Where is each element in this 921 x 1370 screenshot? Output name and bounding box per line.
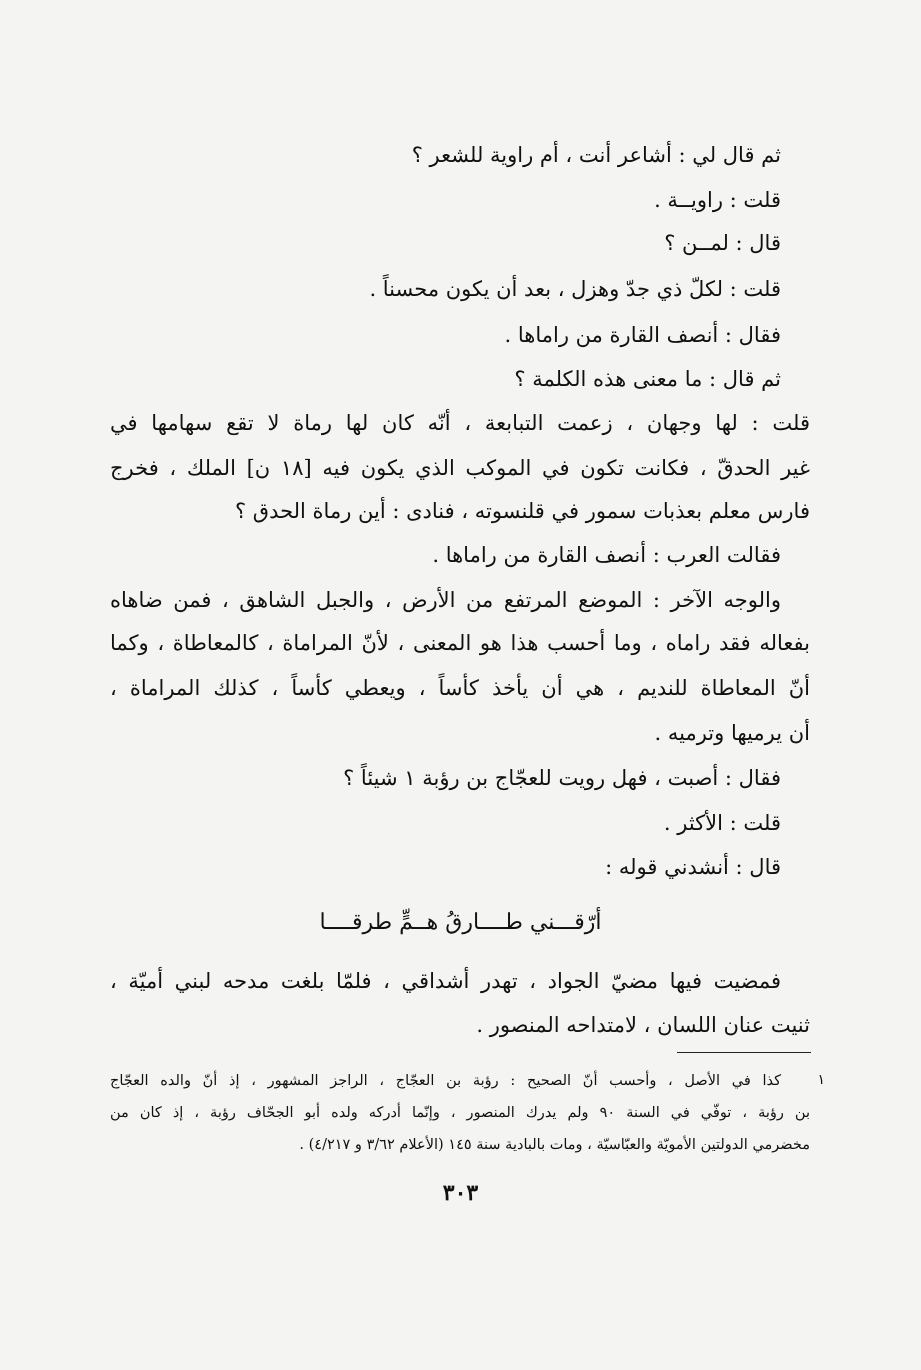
text-line: فارس معلم بعذبات سمور في قلنسوته ، فنادى : أين رماة الحدق ؟: [234, 499, 810, 523]
text-line: والوجه الآخر : الموضع المرتفع من الأرض ، والجبل الشاهق ، فمن ضاهاه: [110, 588, 781, 612]
footnote-line: كذا في الأصل ، وأحسب أنّ الصحيح : رؤبة بن العجّاج ، الراجز المشهور ، إذ أنّ والده العجّاج: [110, 1073, 781, 1089]
footnote-number: ١: [817, 1072, 825, 1088]
footnote-divider: [677, 1052, 811, 1053]
text-line: فقال : أنصف القارة من راماها .: [504, 323, 781, 347]
text-line: قال : لمــن ؟: [664, 231, 781, 255]
text-line: قلت : راويــة .: [654, 188, 781, 212]
footnote-line: بن رؤبة ، توفّي في السنة ٩٠ ولم يدرك المنصور ، وإنّما أدركه ولده أبو الجحّاف رؤبة ، إذ كان من: [110, 1105, 810, 1121]
text-line: قلت : الأكثر .: [663, 811, 781, 835]
text-line: قلت : لها وجهان ، زعمت التبابعة ، أنّه كان لها رماة لا تقع سهامها في: [110, 411, 810, 435]
text-line: ثنيت عنان اللسان ، لامتداحه المنصور .: [476, 1013, 810, 1037]
text-line: فقال : أصبت ، فهل رويت للعجّاج بن رؤبة ١ شيئاً ؟: [343, 766, 781, 790]
text-line: قال : أنشدني قوله :: [605, 855, 781, 879]
page-number: ٣٠٣: [442, 1180, 479, 1206]
verse-line: أرّقـــني طــــارقُ هــمٍّ طرقــــا: [319, 910, 602, 935]
text-line: فقالت العرب : أنصف القارة من راماها .: [432, 543, 781, 567]
text-line: أن يرميها وترميه .: [654, 721, 810, 745]
text-line: أنّ المعاطاة للنديم ، هي أن يأخذ كأساً ، ويعطي كأساً ، كذلك المراماة ،: [110, 676, 810, 700]
text-line: غير الحدقّ ، فكانت تكون في الموكب الذي يكون فيه [١٨ ن] الملك ، فخرج: [110, 456, 810, 480]
text-line: ثم قال لي : أشاعر أنت ، أم راوية للشعر ؟: [411, 143, 781, 167]
text-line: قلت : لكلّ ذي جدّ وهزل ، بعد أن يكون محسناً .: [369, 277, 781, 301]
footnote-line: مخضرمي الدولتين الأمويّة والعبّاسيّة ، ومات بالبادية سنة ١٤٥ (الأعلام ٣/٦٢ و ٤/٢١٧) .: [299, 1137, 810, 1153]
text-line: ثم قال : ما معنى هذه الكلمة ؟: [514, 367, 781, 391]
text-line: فمضيت فيها مضيّ الجواد ، تهدر أشداقي ، فلمّا بلغت مدحه لبني أميّة ،: [110, 969, 781, 993]
text-line: بفعاله فقد راماه ، وما أحسب هذا هو المعنى ، لأنّ المراماة ، كالمعاطاة ، وكما: [110, 631, 810, 655]
